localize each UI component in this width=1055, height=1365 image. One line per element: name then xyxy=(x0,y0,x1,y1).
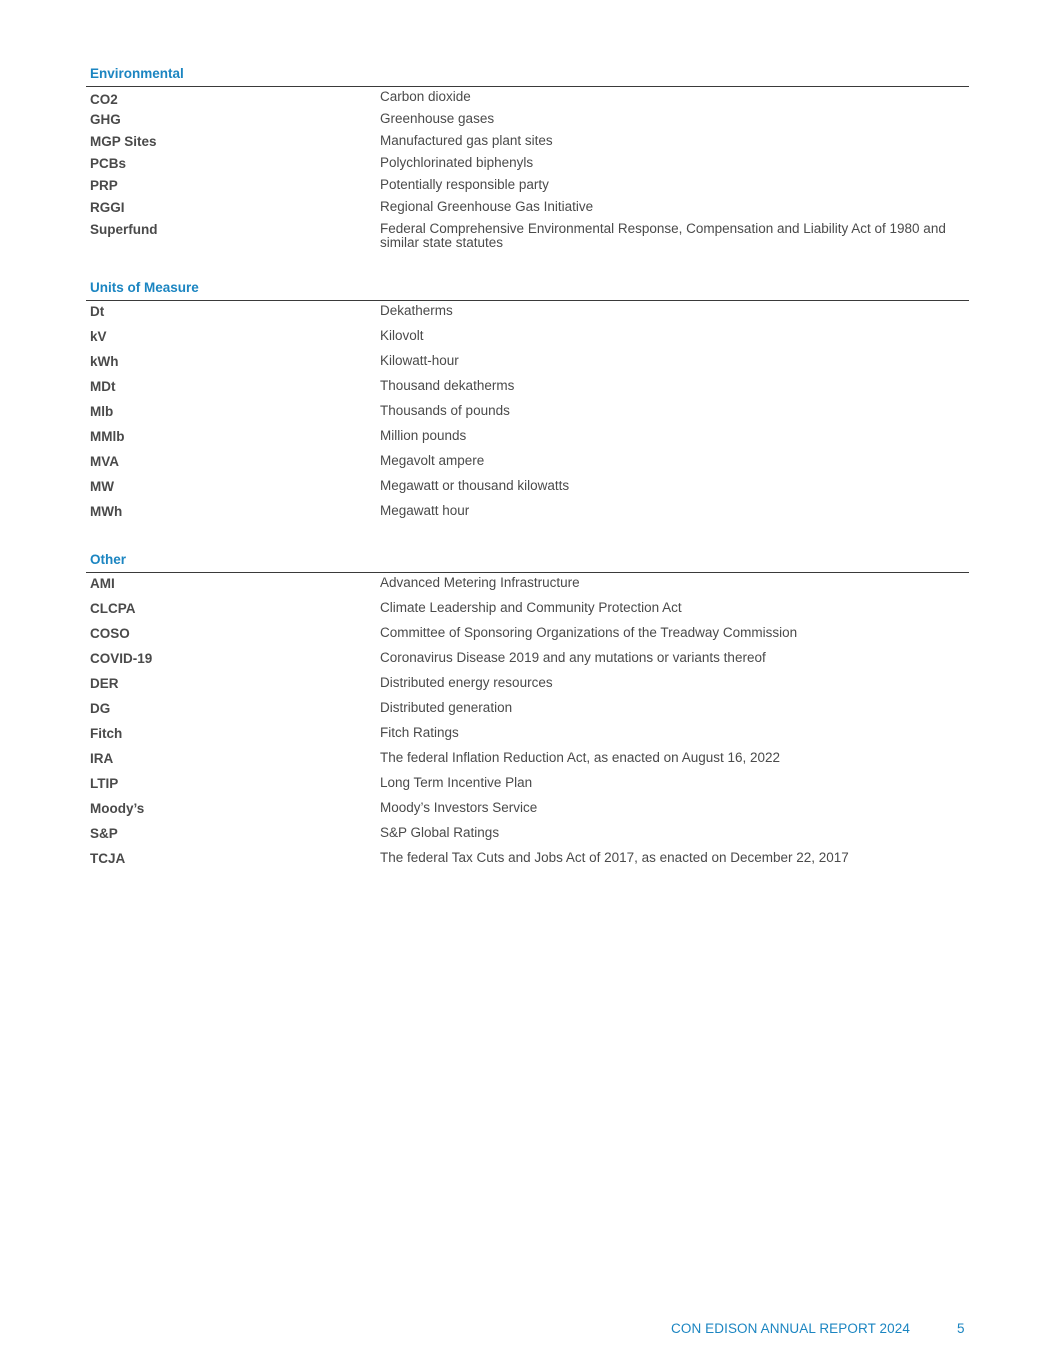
glossary-row xyxy=(86,798,969,823)
glossary-term: CO2 xyxy=(90,92,118,107)
glossary-definition: Kilovolt xyxy=(380,328,424,343)
glossary-row xyxy=(86,87,969,109)
glossary-definition: Climate Leadership and Community Protection Act xyxy=(380,600,682,615)
glossary-term: RGGI xyxy=(90,200,125,215)
glossary-definition: Thousand dekatherms xyxy=(380,378,515,393)
section-heading: Other xyxy=(90,552,127,567)
glossary-definition: Carbon dioxide xyxy=(380,89,471,104)
glossary-row xyxy=(86,748,969,773)
glossary-row xyxy=(86,598,969,623)
glossary-term: Mlb xyxy=(90,404,114,419)
glossary-definition: Thousands of pounds xyxy=(380,403,510,418)
glossary-term: PCBs xyxy=(90,156,127,171)
glossary-definition: Distributed energy resources xyxy=(380,675,553,690)
glossary-row xyxy=(86,301,969,326)
glossary-term: COSO xyxy=(90,626,130,641)
glossary-term: LTIP xyxy=(90,776,119,791)
glossary-definition: Manufactured gas plant sites xyxy=(380,133,553,148)
glossary-term: S&P xyxy=(90,826,118,841)
glossary-row xyxy=(86,848,969,873)
glossary-definition: Fitch Ratings xyxy=(380,725,459,740)
glossary-row xyxy=(86,401,969,426)
glossary-definition: Polychlorinated biphenyls xyxy=(380,155,534,170)
glossary-term: DER xyxy=(90,676,119,691)
glossary-term: TCJA xyxy=(90,851,126,866)
glossary-term: DG xyxy=(90,701,111,716)
glossary-term: CLCPA xyxy=(90,601,136,616)
glossary-row xyxy=(86,648,969,673)
glossary-definition: The federal Inflation Reduction Act, as enacted on August 16, 2022 xyxy=(380,750,781,765)
glossary-term: PRP xyxy=(90,178,118,193)
glossary-row xyxy=(86,573,969,598)
glossary-definition: Dekatherms xyxy=(380,303,453,318)
glossary-term: Superfund xyxy=(90,222,158,237)
section-heading: Environmental xyxy=(90,66,184,81)
glossary-term: kV xyxy=(90,329,107,344)
glossary-row xyxy=(86,153,969,175)
glossary-term: COVID-19 xyxy=(90,651,153,666)
glossary-definition: Megavolt ampere xyxy=(380,453,485,468)
glossary-row xyxy=(86,219,969,255)
glossary-term: GHG xyxy=(90,112,121,127)
glossary-definition: S&P Global Ratings xyxy=(380,825,500,840)
glossary-row xyxy=(86,723,969,748)
glossary-term: MVA xyxy=(90,454,119,469)
glossary-row xyxy=(86,175,969,197)
page-footer xyxy=(0,1321,1055,1339)
glossary-row xyxy=(86,197,969,219)
glossary-row xyxy=(86,131,969,153)
units-of-measure-section xyxy=(86,280,969,526)
glossary-definition: The federal Tax Cuts and Jobs Act of 2017, as enacted on December 22, 2017 xyxy=(380,850,849,865)
glossary-definition: Megawatt hour xyxy=(380,503,470,518)
glossary-definition: Federal Comprehensive Environmental Response, Compensation and Liability Act of 1980 and similar state statutes xyxy=(380,221,946,250)
glossary-row xyxy=(86,501,969,526)
glossary-term: MMlb xyxy=(90,429,125,444)
glossary-row xyxy=(86,823,969,848)
glossary-definition: Kilowatt-hour xyxy=(380,353,459,368)
glossary-row xyxy=(86,623,969,648)
glossary-definition: Moody’s Investors Service xyxy=(380,800,538,815)
glossary-term: IRA xyxy=(90,751,114,766)
environmental-section xyxy=(86,66,969,255)
glossary-row xyxy=(86,476,969,501)
glossary-term: MW xyxy=(90,479,114,494)
glossary-row xyxy=(86,698,969,723)
glossary-term: Fitch xyxy=(90,726,123,741)
other-section xyxy=(86,552,969,873)
glossary-row xyxy=(86,351,969,376)
glossary-row xyxy=(86,109,969,131)
glossary-definition: Regional Greenhouse Gas Initiative xyxy=(380,199,594,214)
section-heading: Units of Measure xyxy=(90,280,199,295)
glossary-term: Dt xyxy=(90,304,105,319)
glossary-definition: Greenhouse gases xyxy=(380,111,495,126)
glossary-term: MWh xyxy=(90,504,123,519)
glossary-definition: Coronavirus Disease 2019 and any mutations or variants thereof xyxy=(380,650,766,665)
glossary-row xyxy=(86,326,969,351)
glossary-row xyxy=(86,673,969,698)
glossary-term: AMI xyxy=(90,576,115,591)
glossary-term: MGP Sites xyxy=(90,134,157,149)
glossary-definition: Megawatt or thousand kilowatts xyxy=(380,478,570,493)
glossary-term: Moody’s xyxy=(90,801,145,816)
report-title: CON EDISON ANNUAL REPORT 2024 xyxy=(671,1321,910,1336)
page-number: 5 xyxy=(957,1321,965,1336)
glossary-term: MDt xyxy=(90,379,116,394)
glossary-row xyxy=(86,376,969,401)
glossary-row xyxy=(86,773,969,798)
glossary-definition: Long Term Incentive Plan xyxy=(380,775,533,790)
glossary-definition: Potentially responsible party xyxy=(380,177,549,192)
glossary-row xyxy=(86,451,969,476)
glossary-definition: Distributed generation xyxy=(380,700,513,715)
glossary-definition: Million pounds xyxy=(380,428,467,443)
glossary-definition: Committee of Sponsoring Organizations of the Treadway Commission xyxy=(380,625,798,640)
glossary-term: kWh xyxy=(90,354,119,369)
glossary-row xyxy=(86,426,969,451)
glossary-definition: Advanced Metering Infrastructure xyxy=(380,575,580,590)
